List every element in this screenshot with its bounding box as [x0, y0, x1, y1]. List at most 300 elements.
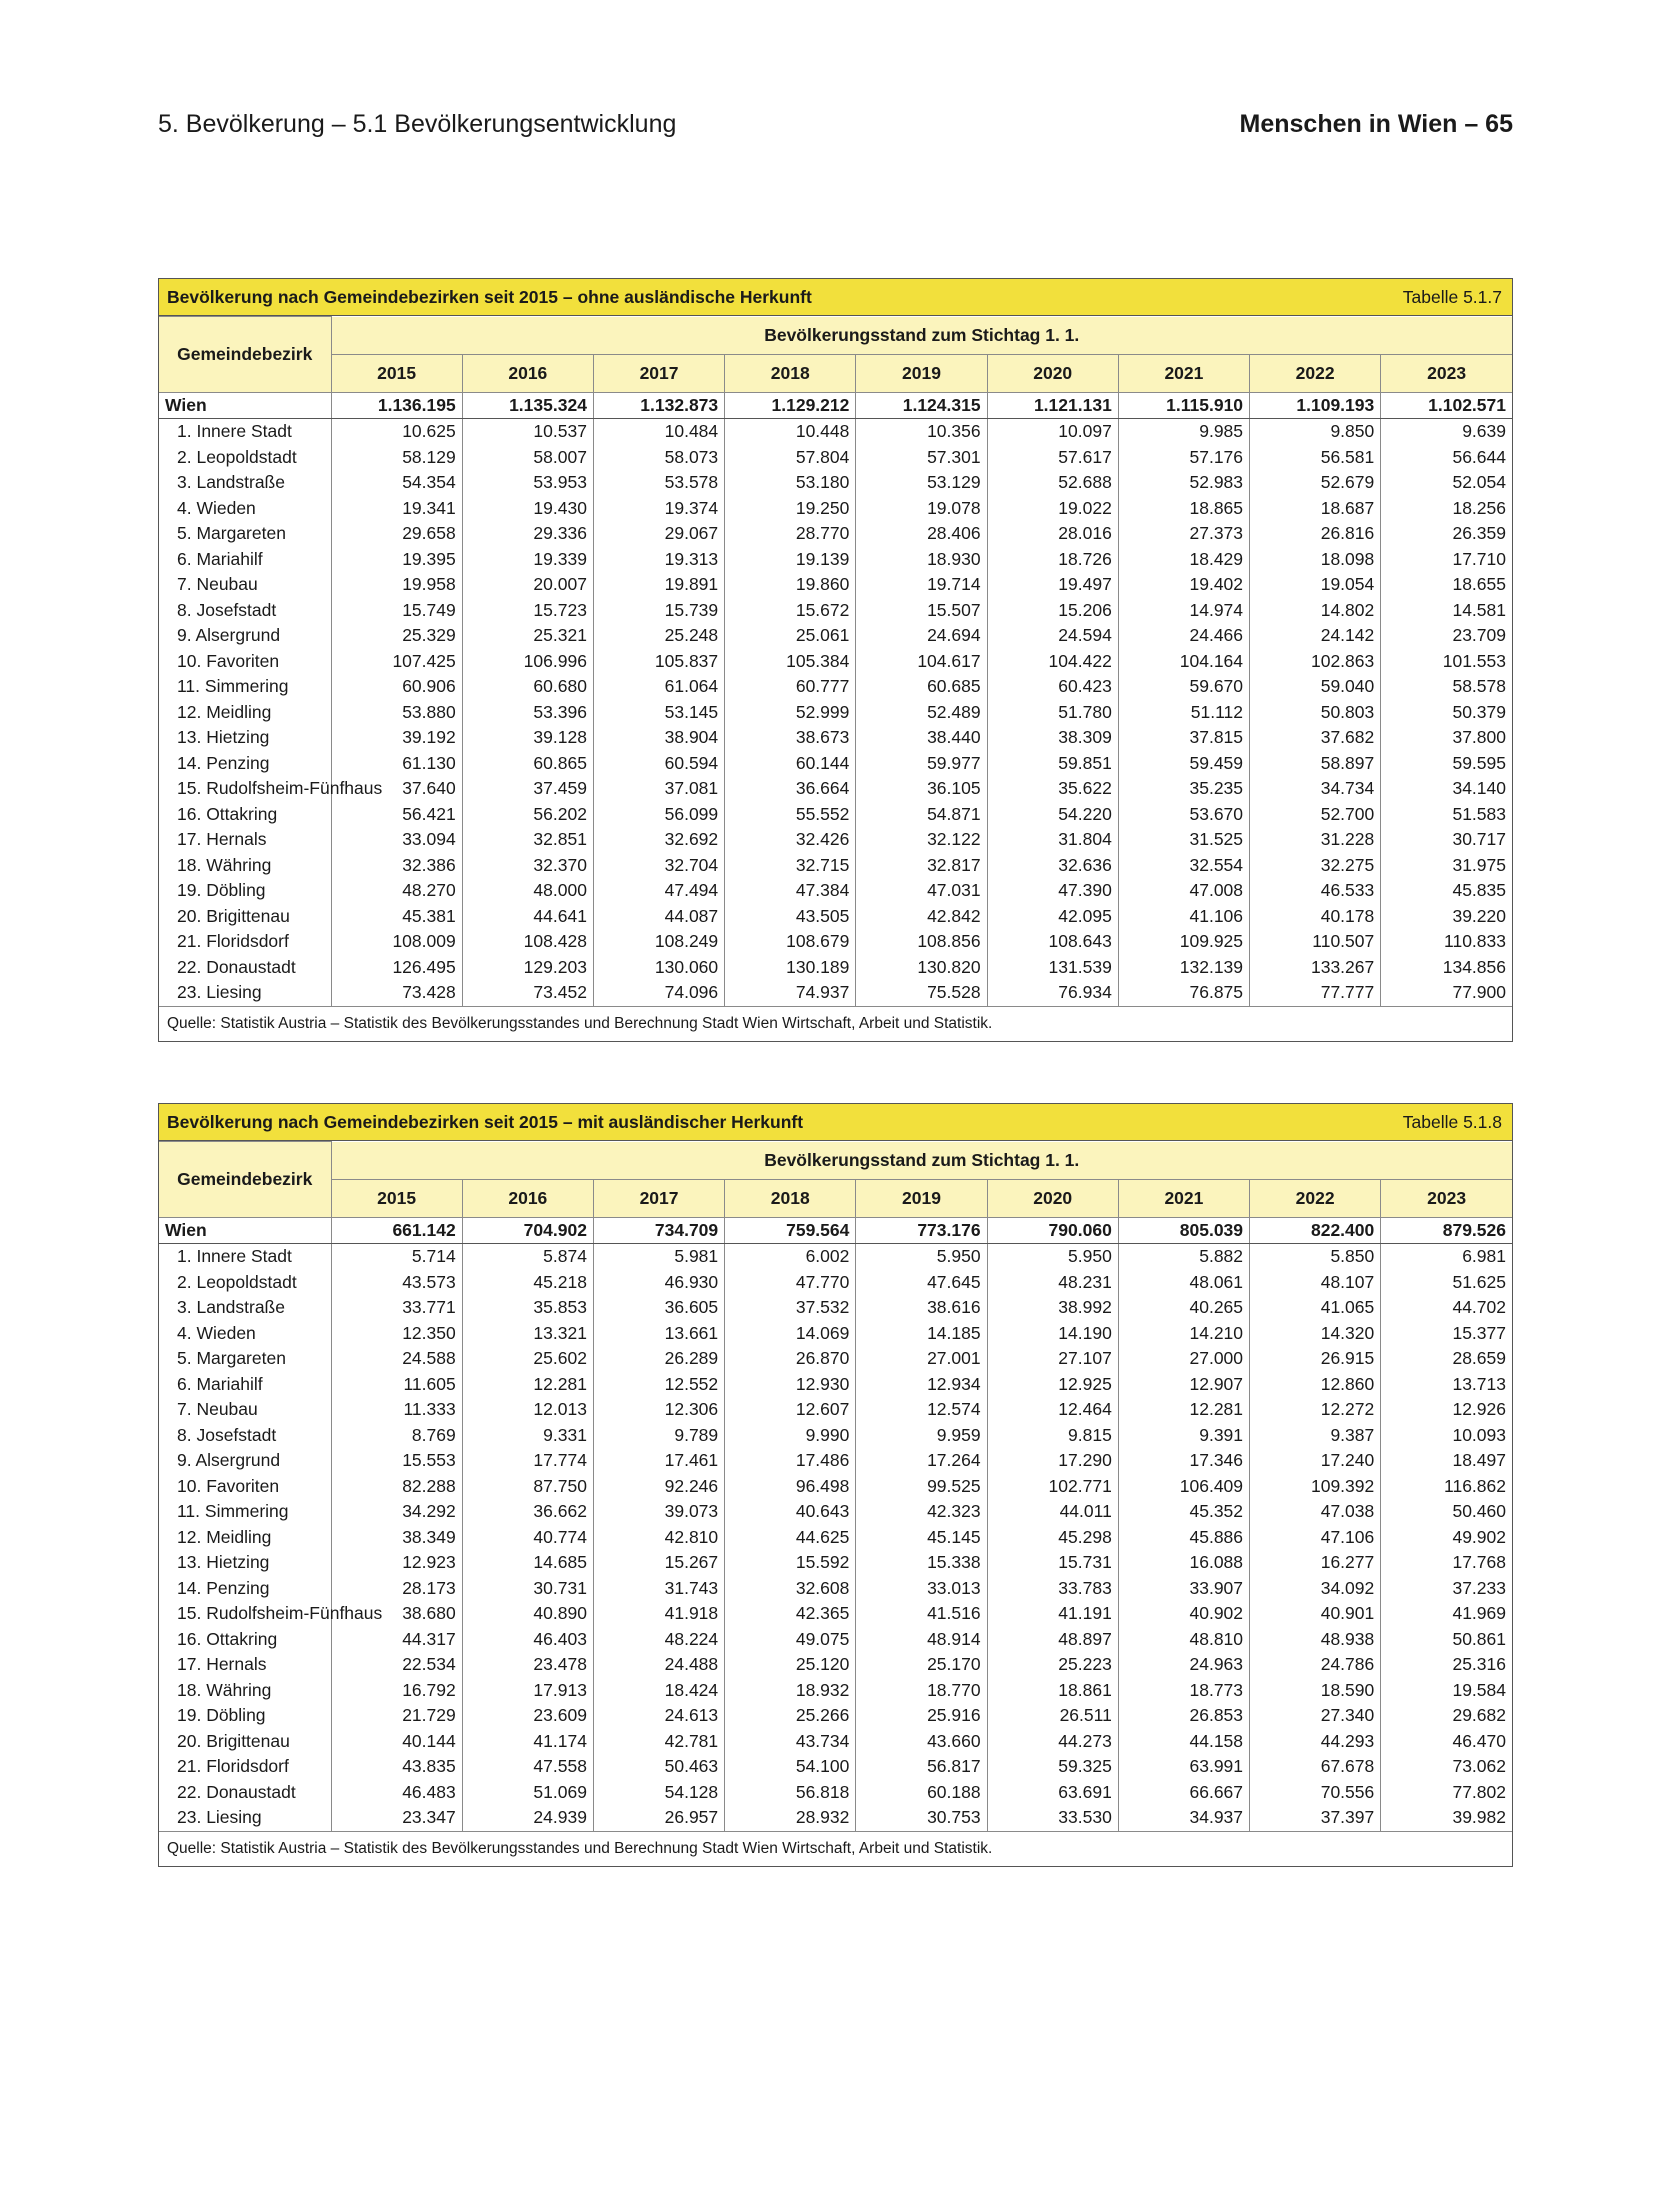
population-value: 45.381 [331, 904, 462, 930]
district-name: 15. Rudolfsheim-Fünfhaus [177, 778, 383, 798]
table-row [159, 674, 1512, 700]
population-value: 12.552 [593, 1372, 724, 1398]
source-note: Quelle: Statistik Austria – Statistik des Bevölkerungsstandes und Berechnung Stadt Wien Wirtschaft, Arbeit und Statistik. [159, 1006, 1512, 1041]
population-value: 35.853 [462, 1295, 593, 1321]
population-value: 15.592 [725, 1550, 856, 1576]
district-name: 12. Meidling [177, 701, 272, 722]
table-row [159, 419, 1512, 445]
population-value: 23.347 [331, 1805, 462, 1831]
population-value: 32.275 [1250, 853, 1381, 879]
population-value: 34.092 [1250, 1576, 1381, 1602]
population-table-with-foreign-origin [158, 1103, 1513, 1867]
population-value: 25.223 [987, 1652, 1118, 1678]
population-value: 14.581 [1381, 598, 1512, 624]
table-row [159, 1321, 1512, 1347]
population-value: 13.321 [462, 1321, 593, 1347]
population-value: 15.267 [593, 1550, 724, 1576]
population-value: 25.329 [331, 623, 462, 649]
population-value: 54.220 [987, 802, 1118, 828]
population-value: 36.662 [462, 1499, 593, 1525]
district-name: 17. Hernals [177, 1654, 267, 1674]
population-value: 17.346 [1118, 1448, 1249, 1474]
population-value: 14.974 [1118, 598, 1249, 624]
population-value: 1.129.212 [725, 392, 856, 419]
table-row [159, 1601, 1512, 1627]
group-header: Bevölkerungsstand zum Stichtag 1. 1. [331, 317, 1512, 355]
population-value: 60.865 [462, 751, 593, 777]
population-value: 9.639 [1381, 419, 1512, 445]
district-name: 9. Alsergrund [177, 1450, 281, 1470]
district-name: 15. Rudolfsheim-Fünfhaus [177, 1603, 383, 1623]
population-value: 32.851 [462, 827, 593, 853]
table-title: Bevölkerung nach Gemeindebezirken seit 2015 – ohne ausländische Herkunft [167, 287, 812, 307]
population-value: 5.950 [987, 1244, 1118, 1270]
table-row [159, 980, 1512, 1006]
population-value: 52.688 [987, 470, 1118, 496]
population-value: 5.981 [593, 1244, 724, 1270]
population-value: 9.331 [462, 1423, 593, 1449]
population-value: 53.953 [462, 470, 593, 496]
population-value: 73.428 [331, 980, 462, 1006]
population-value: 9.985 [1118, 419, 1249, 445]
population-value: 47.106 [1250, 1525, 1381, 1551]
population-value: 39.982 [1381, 1805, 1512, 1831]
population-value: 25.266 [725, 1703, 856, 1729]
population-value: 879.526 [1381, 1217, 1512, 1244]
district-name: 3. Landstraße [177, 472, 285, 492]
population-value: 31.525 [1118, 827, 1249, 853]
population-value: 36.105 [856, 776, 987, 802]
population-value: 36.605 [593, 1295, 724, 1321]
district-name: 13. Hietzing [177, 727, 270, 747]
population-value: 15.723 [462, 598, 593, 624]
table-row [159, 853, 1512, 879]
table-title-bar [159, 1104, 1512, 1141]
population-value: 25.170 [856, 1652, 987, 1678]
population-value: 51.069 [462, 1780, 593, 1806]
population-value: 24.694 [856, 623, 987, 649]
population-value: 82.288 [331, 1474, 462, 1500]
population-value: 40.643 [725, 1499, 856, 1525]
population-value: 37.800 [1381, 725, 1512, 751]
population-value: 12.350 [331, 1321, 462, 1347]
population-value: 5.714 [331, 1244, 462, 1270]
district-name: 20. Brigittenau [177, 905, 290, 926]
population-value: 102.863 [1250, 649, 1381, 675]
population-value: 50.861 [1381, 1627, 1512, 1653]
population-value: 87.750 [462, 1474, 593, 1500]
year-header: 2023 [1381, 1179, 1512, 1217]
table-row [159, 1423, 1512, 1449]
population-value: 76.875 [1118, 980, 1249, 1006]
table-row [159, 1729, 1512, 1755]
population-value: 18.424 [593, 1678, 724, 1704]
population-value: 28.016 [987, 521, 1118, 547]
table-row [159, 598, 1512, 624]
population-value: 40.178 [1250, 904, 1381, 930]
population-value: 9.789 [593, 1423, 724, 1449]
page-header [158, 110, 1513, 150]
population-value: 19.430 [462, 496, 593, 522]
population-value: 5.850 [1250, 1244, 1381, 1270]
population-value: 32.370 [462, 853, 593, 879]
district-name: 20. Brigittenau [177, 1730, 290, 1751]
population-value: 33.094 [331, 827, 462, 853]
population-value: 13.661 [593, 1321, 724, 1347]
population-value: 41.969 [1381, 1601, 1512, 1627]
population-value: 53.880 [331, 700, 462, 726]
population-value: 38.680 [331, 1601, 462, 1627]
population-value: 58.073 [593, 445, 724, 471]
population-value: 47.384 [725, 878, 856, 904]
population-value: 38.349 [331, 1525, 462, 1551]
population-value: 37.815 [1118, 725, 1249, 751]
population-value: 77.802 [1381, 1780, 1512, 1806]
population-value: 54.100 [725, 1754, 856, 1780]
table-row [159, 521, 1512, 547]
table-row [159, 1678, 1512, 1704]
population-value: 39.220 [1381, 904, 1512, 930]
population-value: 12.574 [856, 1397, 987, 1423]
population-value: 60.777 [725, 674, 856, 700]
population-value: 19.497 [987, 572, 1118, 598]
population-value: 47.390 [987, 878, 1118, 904]
population-value: 24.939 [462, 1805, 593, 1831]
district-name: 19. Döbling [177, 880, 266, 900]
population-value: 110.833 [1381, 929, 1512, 955]
table-row [159, 1805, 1512, 1831]
population-value: 59.670 [1118, 674, 1249, 700]
population-value: 12.907 [1118, 1372, 1249, 1398]
population-value: 18.773 [1118, 1678, 1249, 1704]
total-row [159, 392, 1512, 419]
population-value: 24.488 [593, 1652, 724, 1678]
population-value: 104.617 [856, 649, 987, 675]
table-row [159, 1270, 1512, 1296]
district-name: 4. Wieden [177, 497, 256, 518]
population-value: 759.564 [725, 1217, 856, 1244]
population-value: 15.206 [987, 598, 1118, 624]
population-value: 32.386 [331, 853, 462, 879]
population-value: 44.293 [1250, 1729, 1381, 1755]
table-row [159, 955, 1512, 981]
district-name: Wien [159, 1217, 331, 1244]
population-value: 49.902 [1381, 1525, 1512, 1551]
district-name: 23. Liesing [177, 982, 262, 1002]
population-value: 17.461 [593, 1448, 724, 1474]
population-value: 19.714 [856, 572, 987, 598]
population-value: 60.906 [331, 674, 462, 700]
population-value: 48.107 [1250, 1270, 1381, 1296]
district-name: 12. Meidling [177, 1526, 272, 1547]
population-value: 45.352 [1118, 1499, 1249, 1525]
population-value: 18.932 [725, 1678, 856, 1704]
population-value: 41.918 [593, 1601, 724, 1627]
population-value: 38.440 [856, 725, 987, 751]
district-name: 8. Josefstadt [177, 599, 277, 620]
population-value: 46.483 [331, 1780, 462, 1806]
population-value: 108.856 [856, 929, 987, 955]
district-name: 19. Döbling [177, 1705, 266, 1725]
population-value: 58.129 [331, 445, 462, 471]
population-value: 26.957 [593, 1805, 724, 1831]
population-value: 17.240 [1250, 1448, 1381, 1474]
population-value: 28.770 [725, 521, 856, 547]
table-row [159, 1474, 1512, 1500]
population-value: 1.121.131 [987, 392, 1118, 419]
population-value: 27.340 [1250, 1703, 1381, 1729]
population-value: 37.081 [593, 776, 724, 802]
population-value: 15.507 [856, 598, 987, 624]
population-value: 12.281 [1118, 1397, 1249, 1423]
population-value: 48.938 [1250, 1627, 1381, 1653]
population-value: 42.842 [856, 904, 987, 930]
data-table [159, 1141, 1512, 1831]
population-value: 16.088 [1118, 1550, 1249, 1576]
population-value: 30.717 [1381, 827, 1512, 853]
population-value: 108.249 [593, 929, 724, 955]
population-value: 76.934 [987, 980, 1118, 1006]
population-value: 61.064 [593, 674, 724, 700]
population-value: 26.853 [1118, 1703, 1249, 1729]
table-row [159, 904, 1512, 930]
population-value: 14.190 [987, 1321, 1118, 1347]
population-value: 39.073 [593, 1499, 724, 1525]
population-value: 23.609 [462, 1703, 593, 1729]
population-value: 56.581 [1250, 445, 1381, 471]
population-value: 58.897 [1250, 751, 1381, 777]
population-value: 74.096 [593, 980, 724, 1006]
population-value: 18.590 [1250, 1678, 1381, 1704]
table-row [159, 725, 1512, 751]
year-header: 2023 [1381, 354, 1512, 392]
population-value: 50.460 [1381, 1499, 1512, 1525]
population-value: 734.709 [593, 1217, 724, 1244]
population-value: 24.594 [987, 623, 1118, 649]
population-value: 14.685 [462, 1550, 593, 1576]
population-value: 56.099 [593, 802, 724, 828]
table-row [159, 878, 1512, 904]
population-value: 16.792 [331, 1678, 462, 1704]
population-value: 48.897 [987, 1627, 1118, 1653]
population-value: 47.494 [593, 878, 724, 904]
population-value: 59.595 [1381, 751, 1512, 777]
district-name: 14. Penzing [177, 752, 270, 773]
population-value: 24.613 [593, 1703, 724, 1729]
population-value: 47.645 [856, 1270, 987, 1296]
population-value: 10.093 [1381, 1423, 1512, 1449]
population-value: 12.272 [1250, 1397, 1381, 1423]
district-name: 18. Währing [177, 1679, 272, 1700]
population-value: 54.871 [856, 802, 987, 828]
district-name: 16. Ottakring [177, 1628, 278, 1649]
population-value: 16.277 [1250, 1550, 1381, 1576]
population-value: 33.013 [856, 1576, 987, 1602]
population-value: 26.289 [593, 1346, 724, 1372]
population-value: 43.835 [331, 1754, 462, 1780]
population-value: 57.804 [725, 445, 856, 471]
population-value: 1.124.315 [856, 392, 987, 419]
district-name: 22. Donaustadt [177, 956, 296, 977]
population-value: 31.975 [1381, 853, 1512, 879]
population-value: 12.930 [725, 1372, 856, 1398]
population-value: 77.777 [1250, 980, 1381, 1006]
population-value: 25.248 [593, 623, 724, 649]
population-value: 10.097 [987, 419, 1118, 445]
table-row [159, 700, 1512, 726]
population-value: 18.655 [1381, 572, 1512, 598]
population-value: 17.486 [725, 1448, 856, 1474]
year-header: 2022 [1250, 354, 1381, 392]
year-header: 2015 [331, 1179, 462, 1217]
population-value: 49.075 [725, 1627, 856, 1653]
population-value: 33.907 [1118, 1576, 1249, 1602]
population-value: 27.001 [856, 1346, 987, 1372]
population-value: 52.700 [1250, 802, 1381, 828]
population-value: 40.144 [331, 1729, 462, 1755]
population-value: 57.176 [1118, 445, 1249, 471]
table-row [159, 445, 1512, 471]
population-value: 32.426 [725, 827, 856, 853]
population-value: 29.067 [593, 521, 724, 547]
population-value: 704.902 [462, 1217, 593, 1244]
population-value: 107.425 [331, 649, 462, 675]
population-value: 9.959 [856, 1423, 987, 1449]
district-name: 11. Simmering [177, 1501, 289, 1521]
year-header: 2022 [1250, 1179, 1381, 1217]
population-value: 108.643 [987, 929, 1118, 955]
population-value: 19.313 [593, 547, 724, 573]
population-value: 26.816 [1250, 521, 1381, 547]
population-value: 131.539 [987, 955, 1118, 981]
population-value: 116.862 [1381, 1474, 1512, 1500]
population-value: 44.011 [987, 1499, 1118, 1525]
year-header: 2018 [725, 354, 856, 392]
population-value: 15.672 [725, 598, 856, 624]
table-row [159, 547, 1512, 573]
population-value: 106.996 [462, 649, 593, 675]
population-value: 12.923 [331, 1550, 462, 1576]
population-value: 53.145 [593, 700, 724, 726]
district-name: 7. Neubau [177, 1399, 258, 1419]
population-value: 130.060 [593, 955, 724, 981]
population-value: 15.377 [1381, 1321, 1512, 1347]
district-name: 21. Floridsdorf [177, 931, 289, 951]
population-value: 60.594 [593, 751, 724, 777]
table-row [159, 1550, 1512, 1576]
table-row [159, 496, 1512, 522]
population-value: 59.459 [1118, 751, 1249, 777]
population-value: 31.228 [1250, 827, 1381, 853]
population-value: 14.210 [1118, 1321, 1249, 1347]
population-value: 45.145 [856, 1525, 987, 1551]
population-value: 24.142 [1250, 623, 1381, 649]
population-value: 29.336 [462, 521, 593, 547]
population-value: 75.528 [856, 980, 987, 1006]
population-value: 37.682 [1250, 725, 1381, 751]
population-value: 105.837 [593, 649, 724, 675]
population-value: 108.009 [331, 929, 462, 955]
population-value: 109.925 [1118, 929, 1249, 955]
population-value: 92.246 [593, 1474, 724, 1500]
year-header: 2020 [987, 354, 1118, 392]
page-number-title: Menschen in Wien – 65 [1239, 110, 1513, 138]
district-name: 2. Leopoldstadt [177, 446, 297, 467]
population-value: 17.264 [856, 1448, 987, 1474]
population-value: 5.882 [1118, 1244, 1249, 1270]
population-value: 38.673 [725, 725, 856, 751]
population-value: 43.734 [725, 1729, 856, 1755]
population-table-without-foreign-origin [158, 278, 1513, 1042]
district-name: 3. Landstraße [177, 1297, 285, 1317]
population-value: 28.173 [331, 1576, 462, 1602]
population-value: 25.316 [1381, 1652, 1512, 1678]
population-value: 14.320 [1250, 1321, 1381, 1347]
table-row [159, 470, 1512, 496]
population-value: 10.625 [331, 419, 462, 445]
population-value: 38.309 [987, 725, 1118, 751]
population-value: 12.464 [987, 1397, 1118, 1423]
population-value: 52.679 [1250, 470, 1381, 496]
population-value: 14.802 [1250, 598, 1381, 624]
population-value: 25.061 [725, 623, 856, 649]
population-value: 18.770 [856, 1678, 987, 1704]
population-value: 46.930 [593, 1270, 724, 1296]
district-name: 6. Mariahilf [177, 548, 263, 569]
population-value: 29.682 [1381, 1703, 1512, 1729]
table-row [159, 1576, 1512, 1602]
population-value: 20.007 [462, 572, 593, 598]
population-value: 25.602 [462, 1346, 593, 1372]
population-value: 19.402 [1118, 572, 1249, 598]
population-value: 33.530 [987, 1805, 1118, 1831]
population-value: 37.532 [725, 1295, 856, 1321]
table-row [159, 1244, 1512, 1270]
population-value: 32.704 [593, 853, 724, 879]
population-value: 60.680 [462, 674, 593, 700]
population-value: 130.189 [725, 955, 856, 981]
population-value: 15.338 [856, 1550, 987, 1576]
population-value: 19.958 [331, 572, 462, 598]
population-value: 805.039 [1118, 1217, 1249, 1244]
district-name: Wien [159, 392, 331, 419]
population-value: 32.692 [593, 827, 724, 853]
population-value: 60.144 [725, 751, 856, 777]
population-value: 10.484 [593, 419, 724, 445]
population-value: 56.202 [462, 802, 593, 828]
population-value: 51.780 [987, 700, 1118, 726]
population-value: 44.702 [1381, 1295, 1512, 1321]
population-value: 74.937 [725, 980, 856, 1006]
population-value: 53.180 [725, 470, 856, 496]
population-value: 38.616 [856, 1295, 987, 1321]
district-name: 17. Hernals [177, 829, 267, 849]
table-id: Tabelle 5.1.7 [1402, 287, 1502, 307]
population-value: 34.292 [331, 1499, 462, 1525]
population-value: 32.817 [856, 853, 987, 879]
table-row [159, 572, 1512, 598]
population-value: 56.817 [856, 1754, 987, 1780]
population-value: 10.448 [725, 419, 856, 445]
population-value: 11.333 [331, 1397, 462, 1423]
population-value: 52.489 [856, 700, 987, 726]
population-value: 19.395 [331, 547, 462, 573]
district-name: 14. Penzing [177, 1577, 270, 1598]
population-value: 15.739 [593, 598, 724, 624]
population-value: 108.679 [725, 929, 856, 955]
population-value: 134.856 [1381, 955, 1512, 981]
population-value: 31.804 [987, 827, 1118, 853]
